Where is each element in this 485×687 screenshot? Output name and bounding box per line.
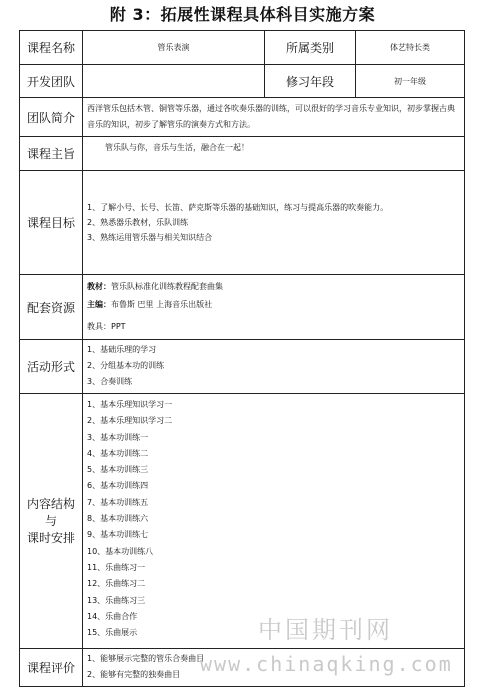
- course-name-value: 管乐表演: [83, 31, 265, 65]
- resource-item: [87, 278, 460, 296]
- resources-label: 配套资源: [20, 275, 83, 340]
- contents-label-line: 课时安排: [26, 530, 75, 545]
- row-team: [20, 65, 465, 98]
- content-item: 6、基本功训练四: [87, 481, 149, 491]
- activity-item: 3、合奏训练: [87, 377, 133, 386]
- content-item: 5、基本功训练三: [87, 465, 149, 475]
- eval-item: 1、能够展示完整的管乐合奏曲目: [87, 654, 205, 663]
- contents-label: [20, 394, 83, 649]
- resource-key: 教材：: [87, 282, 111, 291]
- resource-item: [87, 296, 460, 314]
- row-resources: [20, 275, 465, 340]
- watermark-chinese: 中国期刊网: [258, 616, 393, 644]
- goal-item: 3、熟练运用管乐器与相关知识结合: [87, 233, 213, 242]
- content-item: 12、乐曲练习二: [87, 579, 146, 589]
- goal-item: 2、熟悉器乐教材，乐队训练: [87, 218, 189, 227]
- category-label: 所属类别: [265, 31, 356, 65]
- team-value: [83, 65, 265, 98]
- grade-label: 修习年段: [265, 65, 356, 98]
- goals-cell: [83, 171, 465, 275]
- row-activity: [20, 340, 465, 394]
- goal-item: 1、了解小号、长号、长笛、萨克斯等乐器的基础知识，练习与提高乐器的吹奏能力。: [87, 203, 389, 212]
- row-goals: [20, 171, 465, 275]
- content-item: 10、基本功训练八: [87, 546, 154, 556]
- activity-label: 活动形式: [20, 340, 83, 394]
- resource-text: 布鲁斯 巴里 上海音乐出版社: [111, 300, 213, 309]
- content-item: 8、基本功训练六: [87, 514, 149, 524]
- resource-item: [87, 318, 460, 336]
- content-item: 15、乐曲展示: [87, 628, 138, 638]
- grade-value: 初一年级: [356, 65, 465, 98]
- activity-cell: [83, 340, 465, 394]
- eval-label: 课程评价: [20, 649, 83, 687]
- activity-item: 2、分组基本功的训练: [87, 361, 165, 370]
- eval-item: 2、能够有完整的独奏曲目: [87, 670, 181, 679]
- team-label: 开发团队: [20, 65, 83, 98]
- curriculum-table: [19, 30, 465, 687]
- content-item: 1、基本乐理知识学习一: [87, 400, 173, 409]
- row-course-name: [20, 31, 465, 65]
- activity-item: 1、基础乐理的学习: [87, 345, 157, 354]
- goals-label: 课程目标: [20, 171, 83, 275]
- content-item: 14、乐曲合作: [87, 611, 138, 621]
- resource-key: 主编：: [87, 300, 111, 309]
- row-intro: [20, 98, 465, 137]
- content-item: 7、基本功训练五: [87, 497, 149, 507]
- course-name-label: 课程名称: [20, 31, 83, 65]
- category-value: 体艺特长类: [356, 31, 465, 65]
- resource-text: 教具：PPT: [87, 322, 126, 331]
- row-purpose: [20, 137, 465, 171]
- content-item: 3、基本功训练一: [87, 432, 149, 442]
- intro-text: 西洋管乐包括木管、铜管等乐器，通过各吹奏乐器的训练，可以很好的学习音乐专业知识，初步掌握古典音乐的知识，初步了解管乐的演奏方式和方法。: [83, 98, 465, 137]
- purpose-label: 课程主旨: [20, 137, 83, 171]
- row-contents: [20, 394, 465, 649]
- content-item: 2、基本乐理知识学习二: [87, 416, 173, 426]
- purpose-text: 管乐队与你，音乐与生活，融合在一起！: [83, 137, 465, 171]
- content-item: 9、基本功训练七: [87, 530, 149, 540]
- contents-label-line: 与: [44, 513, 57, 528]
- page-title: 附 3：拓展性课程具体科目实施方案: [109, 5, 376, 24]
- contents-label-line: 内容结构: [26, 496, 75, 511]
- watermark-url: www.chinaqking.com: [200, 652, 453, 676]
- content-item: 13、乐曲练习三: [87, 595, 146, 605]
- content-item: 11、乐曲练习一: [87, 562, 146, 572]
- intro-label: 团队简介: [20, 98, 83, 137]
- resource-text: 管乐队标准化训练教程配套曲集: [111, 282, 223, 291]
- content-item: 4、基本功训练二: [87, 448, 149, 458]
- resources-cell: [83, 275, 465, 340]
